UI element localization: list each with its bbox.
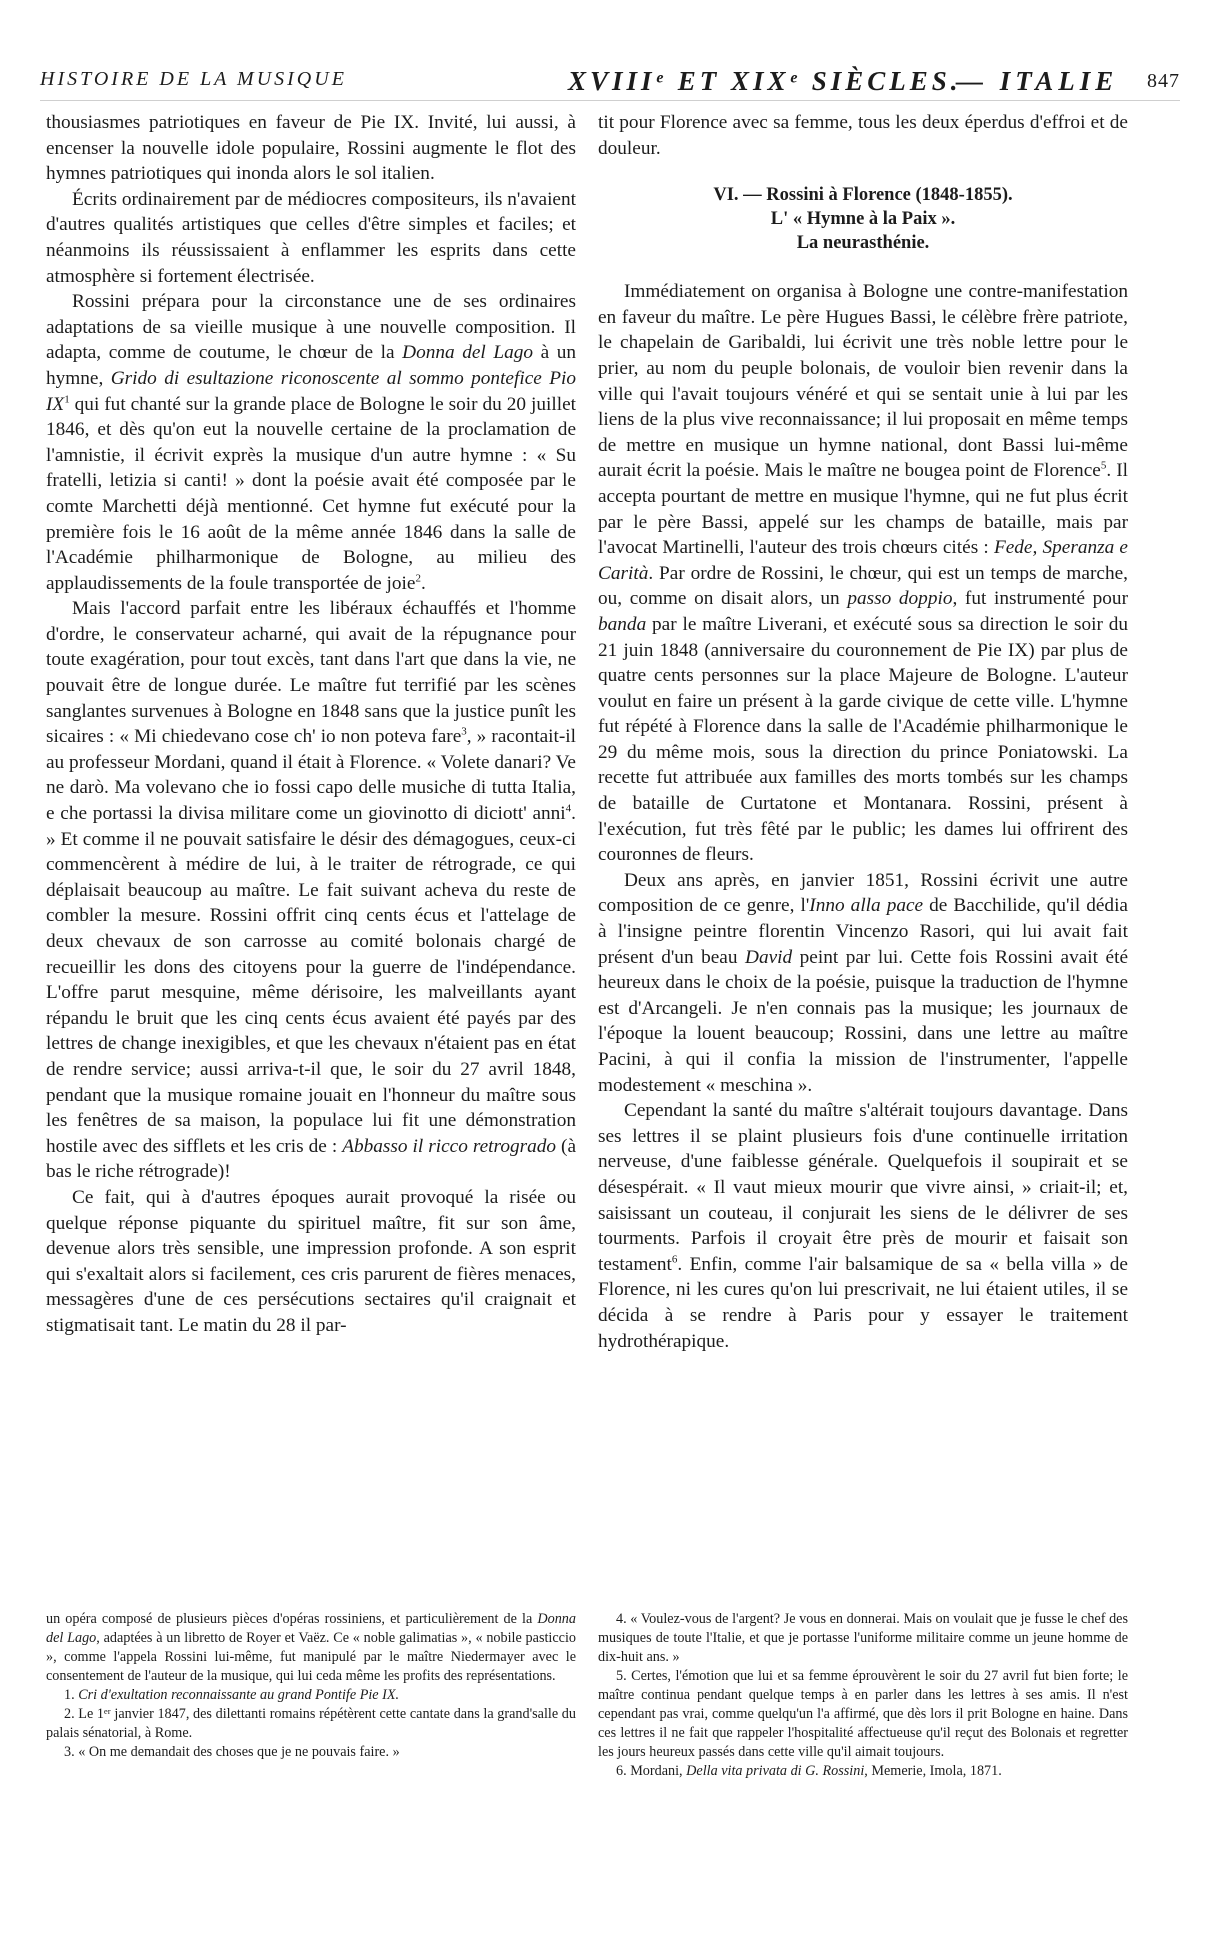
footnote-ref: 6 [671,1253,678,1266]
paragraph: thousiasmes patriotiques en faveur de Pie IX. Invité, lui aussi, à encenser la nouvelle idole populaire, Rossini augmente le flot des hymnes patriotiques qui inonda alors le sol italien. [46,112,576,185]
paragraph: Cependant la santé du maître s'altérait toujours davantage. Dans ses lettres il se plaint plusieurs fois d'une continuelle irritation nerveuse, d'une faiblesse générale. Quelquefois il soupirait et se désespérait. « Il vaut mieux mourir que vivre ainsi, » criait-il; et, saisissant un couteau, il conjurait les siens de le délivrer de ses tourments. Parfois il croyait être près de mourir et faisait son testament$^6$. Enfin, comme l'air balsamique de sa « bella villa » de Florence, ni les cures qu'on lui prescrivait, ne lui étaient utiles, il se décida à se rendre à Paris pour y essayer le traitement hydrothérapique. [598,1100,1128,1352]
paragraph: tit pour Florence avec sa femme, tous les deux éperdus d'effroi et de douleur. [598,112,1128,159]
footnotes-right [598,1610,1128,1781]
footnote-ref: 5 [1100,459,1107,472]
right-column [598,110,1128,1354]
page-number: 847 [1147,70,1180,92]
footnote: 4. « Voulez-vous de l'argent? Je vous en donnerai. Mais on voulait que je fusse le chef des musiques de toute l'Italie, et que je portasse l'uniforme militaire comme un jeune homme de dix-huit ans. » [598,1611,1128,1665]
footnote: 5. Certes, l'émotion que lui et sa femme éprouvèrent le soir du 27 avril fut bien forte; le maître continua pendant quelque temps à en parler dans les lettres à ses amis. Il n'est cependant pas vrai, comme quelqu'un l'a affirmé, que dès lors il prit Bologne en haine. Dans ces lettres il ne fait que rappeler l'hospitalité affectueuse qu'il reçut des Bolonais et regretter les jours heureux passés dans cette ville qu'il aimait toujours. [598,1668,1128,1760]
paragraph: Deux ans après, en janvier 1851, Rossini écrivit une autre composition de ce genre, l'Inno alla pace de Bacchilide, qu'il dédia à l'insigne peintre florentin Vincenzo Rasori, qui lui avait fait présent d'un beau David peint par lui. Cette fois Rossini avait été heureux dans le choix de la poésie, puisque la traduction de l'hymne est d'Arcangeli. Je n'en connais pas la musique; les journaux de l'époque la louent beaucoup; Rossini, dans une lettre au maître Pacini, à qui il confia la mission de l'instrumenter, l'appelle modestement « meschina ». [598,869,1129,1096]
footnote-ref: 2 [415,572,421,585]
section-heading-line: L' « Hymne à la Paix ». [770,209,956,230]
section-heading-line: La neurasthénie. [796,233,930,254]
footnote-ref: 4 [565,802,572,815]
footnote-ref: 3 [461,725,467,738]
paragraph: Immédiatement on organisa à Bologne une contre-manifestation en faveur du maître. Le père Hugues Bassi, le célèbre frère patriote, le chapelain de Garibaldi, lui écrivit une très noble lettre pour le prier, au nom du peuple bolonais, de vouloir bien revenir dans la ville qui l'avait toujours vénéré et qui se sentait unie à lui par les liens de la plus vive reconnaissance; il lui proposait en même temps de mettre en musique un hymne national, dont Bassi lui-même aurait écrit la poésie. Mais le maître ne bougea point de Florence$^5$. Il accepta pourtant de mettre en musique l'hymne, qui ne fut plus écrit par le père Bassi, appelé sur les champs de bataille, mais par l'avocat Martinelli, l'auteur des trois chœurs cités : Fede, Speranza e Carità. Par ordre de Rossini, le chœur, qui est un temps de marche, ou, comme on disait alors, un passo doppio, fut instrumenté pour banda par le maître Liverani, et exécuté sous sa direction le soir du 21 juin 1848 (anniversaire du couronnement de Pie IX) par plus de quatre cents personnes sur la place Majeure de Bologne. L'auteur voulut en faire un présent à la garde civique de cette ville. L'hymne fut répété à Florence dans la salle de l'Académie philharmonique le 29 du même mois, sous la direction du prince Poniatowski. La recette fut attribuée aux familles des morts tombés sur les champs de bataille de Curtatone et Montanara. Rossini, présent à l'exécution, fut très fêté par le public; les dames lui offrirent des couronnes de fleurs. [598,281,1128,866]
footnotes-left [46,1610,576,1762]
footnote-ref: 1 [64,393,70,406]
left-column [46,110,576,1339]
footnote: 2. Le 1ᵉʳ janvier 1847, des dilettanti romains répétèrent cette cantate dans la grand'salle du palais sénatorial, à Rome. [46,1706,576,1741]
running-header [40,62,1180,101]
section-heading-line: VI. — Rossini à Florence (1848-1855). [713,185,1013,206]
header-section-title: — ITALIE [956,66,1119,96]
footnote: 6. Mordani, Della vita privata di G. Rossini, Memerie, Imola, 1871. [616,1763,1002,1779]
header-book-title: HISTOIRE DE LA MUSIQUE [40,68,347,90]
header-chapter-title: XVIIIᵉ ET XIXᵉ SIÈCLES. [568,66,962,96]
section-heading [598,183,1128,255]
footnote: un opéra composé de plusieurs pièces d'opéras rossiniens, et particulièrement de la Donna del Lago, adaptées à un libretto de Royer et Vaëz. Ce « noble galimatias », « nobile pasticcio », comme l'appela Rossini lui-même, fut manipulé par le maître Niedermayer avec le consentement de l'auteur de la musique, qui lui ceda même les profits des représentations. [46,1611,576,1684]
paragraph: Mais l'accord parfait entre les libéraux échauffés et l'homme d'ordre, le conservateur acharné, qui avait de la répugnance pour toute exagération, pour tout excès, tant dans l'art que dans la vie, ne pouvait être de longue durée. Le maître fut terrifié par les scènes sanglantes survenues à Bologne en 1848 sans que la justice punît les sicaires : « Mi chiedevano cose ch' io non poteva fare$^3$, » racontait-il au professeur Mordani, quand il était à Florence. « Volete danari? Ve ne darò. Ma volevano che io fossi capo delle musiche di tutta Italia, e che portassi la divisa militare come un giovinotto di diciott' anni$^4$. » Et comme il ne pouvait satisfaire le désir des démagogues, ceux-ci commencèrent à médire de lui, à le traiter de rétrograde, ce qui déplaisait beaucoup au maître. Le fait suivant acheva du reste de combler la mesure. Rossini offrit cinq cents écus et l'attelage de deux chevaux de son carrosse au comité bolonais chargé de recueillir les dons des citoyens pour la guerre de l'indépendance. L'offre parut mesquine, même dérisoire, les malveillants ayant répandu le bruit que les cinq cents écus avaient été payés par des lettres de change inexigibles, et que les chevaux n'étaient pas en état de rendre service; aussi arriva-t-il que, le soir du 27 avril 1848, pendant que la musique romaine jouait en l'honneur du maître sous les fenêtres de sa maison, la populace lui fit une démonstration hostile avec des sifflets et les cris de : Abbasso il ricco retrogrado (à bas le riche rétrograde)! [46,598,576,1183]
paragraph: Ce fait, qui à d'autres époques aurait provoqué la risée ou quelque réponse piquante du spirituel maître, fit sur son âme, devenue alors très sensible, une impression profonde. A son esprit qui s'exaltait alors si facilement, ces cris parurent de fières menaces, messagères d'une de ces persécutions sectaires qu'il craignait et stigmatisait tant. Le matin du 28 il par- [46,1186,576,1336]
paragraph: Rossini prépara pour la circonstance une de ses ordinaires adaptations de sa vieille musique à une nouvelle composition. Il adapta, comme de coutume, le chœur de la Donna del Lago à un hymne, Grido di esultazione riconoscente al sommo pontefice Pio $IX^1$ qui fut chanté sur la grande place de Bologne le soir du 20 juillet 1846, et dès qu'on eut la nouvelle certaine de la proclamation de l'amnistie, il écrivit exprès la musique d'un autre hymne : « Su fratelli, letizia si canti! » dont la poésie avait été composée par le comte Marchetti déjà mentionné. Cet hymne fut exécuté pour la première fois le 16 août de la même année 1846 dans la salle de l'Académie philharmonique de Bologne, au milieu des applaudissements de la foule transportée de joie$^2$. [46,291,577,594]
paragraph: Écrits ordinairement par de médiocres compositeurs, ils n'avaient d'autres qualités artistiques que celles d'être simples et faciles; et néanmoins ils réussissaient à enflammer les esprits dans cette atmosphère si fortement électrisée. [46,188,576,287]
footnote: 3. « On me demandait des choses que je ne pouvais faire. » [64,1744,400,1760]
footnote: 1. Cri d'exultation reconnaissante au grand Pontife Pie IX. [64,1687,400,1703]
